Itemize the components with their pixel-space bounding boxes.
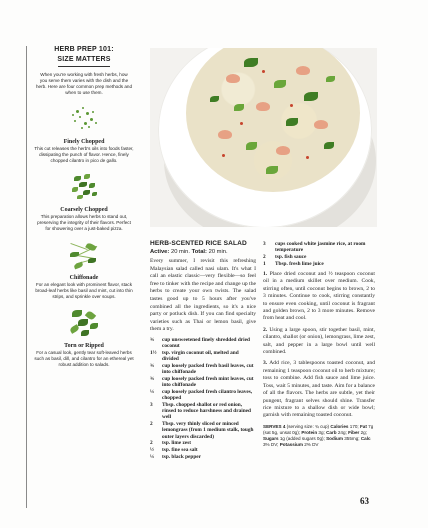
- nutrition-value: 7g (sat 5g, unsat 0g);: [263, 423, 374, 435]
- ingredient-qty: 3: [150, 401, 153, 408]
- active-label: Active:: [150, 249, 170, 255]
- sidebar-title-line1: HERB PREP 101:: [54, 46, 114, 53]
- sidebar-title-line2: SIZE MATTERS: [57, 56, 111, 63]
- nutrition-value: 170;: [349, 423, 359, 429]
- herb-name: Chiffonade: [69, 275, 99, 281]
- ingredient-qty: 2: [150, 421, 153, 428]
- step-number: 3.: [263, 360, 268, 367]
- ingredient-text: Tbsp. very thinly sliced or minced lemongrass (from 1 medium stalk, tough outer layers discarded): [162, 421, 254, 440]
- step-text: Add rice, 3 tablespoons toasted coconut, and remaining 1 teaspoon coconut oil to herb mixture; toss to combine. Add fish sauce and lime juice. Toss, wait 5 minutes, and taste. Aim for a balance of all the flavors. The herbs are subtle, yet their pungent, fragrant selves should shine. Transfer rice mixture to a shallow dish or wide bowl; garnish with remaining toasted coconut.: [263, 360, 376, 419]
- ingredient-text: cup loosely packed fresh basil leaves, cut into chiffonade: [162, 362, 254, 376]
- sidebar-intro: When you're working with fresh herbs, how you serve them varies with the dish and the herb. Here are four common prep methods and when to use them.: [36, 72, 133, 95]
- ingredient: [150, 389, 256, 401]
- ingredient-qty: ¼: [150, 388, 154, 395]
- herb-prep-sidebar: [30, 44, 138, 368]
- step-number: 2.: [263, 326, 268, 333]
- ingredient-text: cup loosely packed fresh mint leaves, cut into chiffonade: [162, 375, 254, 389]
- herb-coarsely-chopped: [30, 168, 138, 232]
- ingredient: [150, 440, 256, 446]
- nutrition-key: Calories: [330, 423, 349, 429]
- page-number: 63: [360, 496, 369, 506]
- step-text: Place dried coconut and ½ teaspoon coconut oil in a medium skillet over medium. Cook, stirring often, until coconut begins to brown, 2 to 3 minutes. Continue to cook, stirring constantly to ensure even cooking, until coconut is fragrant and golden brown, 2 to 3 more minutes. Remove from heat and cool.: [263, 271, 375, 322]
- nutrition-value: 3g;: [318, 429, 325, 435]
- ingredient-text: tsp. fish sauce: [275, 254, 307, 260]
- ingredient: [150, 402, 256, 421]
- nutrition-value: 3% DV;: [263, 441, 279, 447]
- herb-description: For an elegant look with prominent flavor, stack broad-leaf herbs like basil and mint, cut into thin strips, and sprinkle over soups.: [35, 282, 133, 299]
- ingredient-qty: ¾: [150, 375, 154, 382]
- ingredient-text: cup loosely packed fresh cilantro leaves, chopped: [162, 388, 253, 402]
- ingredient-qty: 1½: [150, 349, 157, 356]
- nutrition-value: 355mg;: [344, 435, 360, 441]
- ingredient-qty: ¼: [150, 453, 154, 460]
- coarsely-chopped-herb-image: [64, 168, 104, 204]
- ingredient: [150, 363, 256, 375]
- nutrition-value: 2% DV: [304, 441, 319, 447]
- herb-chiffonade: [30, 236, 138, 300]
- step-text: Using a large spoon, stir together basil, mint, cilantro, shallot (or onion), lemongrass, lime zest, salt, and pepper in a large bowl until well combined.: [263, 326, 375, 356]
- sidebar-title-rule: [58, 66, 110, 67]
- herb-description: This preparation allows herbs to stand out, preserving the integrity of their flavors. Perfect for showering over a just-baked pizza.: [37, 214, 131, 231]
- ingredient-text: tsp. virgin coconut oil, melted and divided: [162, 349, 239, 363]
- ingredient-list: [150, 337, 256, 460]
- ingredient-text: Tbsp. fresh lime juice: [275, 260, 324, 267]
- ingredient: [150, 447, 256, 453]
- ingredient: [150, 376, 256, 388]
- herb-name: Coarsely Chopped: [60, 207, 108, 213]
- rice-salad: [186, 48, 360, 192]
- serves-label: SERVES 4: [263, 423, 286, 429]
- ingredient-text: tsp. lime zest: [162, 440, 191, 447]
- torn-herb-image: [64, 304, 104, 340]
- ingredient-qty: 2: [263, 254, 266, 260]
- ingredient: [150, 454, 256, 460]
- nutrition-key: Fiber: [348, 429, 360, 435]
- herb-name: Torn or Ripped: [64, 343, 104, 349]
- nutrition-key: Potassium: [279, 441, 303, 447]
- herb-torn-or-ripped: [30, 304, 138, 368]
- recipe-step: [263, 327, 375, 357]
- total-label: Total:: [191, 249, 207, 255]
- nutrition-info: [263, 424, 375, 448]
- ingredient: [150, 350, 256, 362]
- nutrition-key: Sodium: [326, 435, 343, 441]
- ingredient-qty: 1: [263, 260, 266, 267]
- recipe-column-right: [263, 241, 375, 448]
- ingredient-qty: 3: [263, 241, 266, 247]
- recipe-title: HERB-SCENTED RICE SALAD: [150, 240, 247, 247]
- recipe-step: [263, 271, 375, 323]
- ingredient-text: cup unsweetened finely shredded dried coconut: [162, 336, 250, 350]
- ingredient-qty: ¾: [150, 336, 154, 343]
- recipe-intro: Every summer, I revisit this refreshing Malaysian salad called nasi ulam. It's what I call an elastic classic—very flexible—so feel free to tinker with the recipe and change up the herbs to create your own twists. The salad tastes good up to 5 hours after you've combined all the ingredients, so it's a nice party or potluck dish. If you can find specialty varieties such as Thai or lemon basil, give them a try.: [150, 258, 256, 333]
- nutrition-key: Calc: [360, 435, 371, 441]
- ingredient-text: Tbsp. chopped shallot or red onion, rinsed to reduce harshness and drained well: [162, 401, 251, 421]
- ingredient: [150, 337, 256, 349]
- nutrition-key: Protein: [301, 429, 318, 435]
- ingredient-text: tsp. black pepper: [162, 453, 201, 460]
- nutrition-value: 24g;: [337, 429, 347, 435]
- nutrition-value: 2g;: [360, 429, 367, 435]
- recipe-column-left: [150, 240, 256, 461]
- recipe-times: [150, 248, 256, 256]
- active-value: 20 min.: [170, 249, 190, 255]
- rice-salad-photo: [150, 48, 377, 227]
- finely-chopped-herb-image: [64, 100, 104, 136]
- herb-description: For a casual look, gently tear soft-leaved herbs such as basil, dill, and cilantro for an ethereal yet robust addition to salads.: [34, 350, 134, 367]
- ingredient-text: tsp. fine sea salt: [162, 447, 198, 454]
- ingredient-qty: 2: [150, 440, 153, 447]
- ingredient: [263, 254, 375, 260]
- herb-name: Finely Chopped: [63, 139, 105, 145]
- nutrition-value: 1g (added sugars 0g);: [279, 435, 325, 441]
- serving-size: (serving size: ¾ cup): [286, 423, 330, 429]
- ingredient-text: cups cooked white jasmine rice, at room temperature: [275, 241, 366, 254]
- ingredient-qty: ¾: [150, 362, 154, 369]
- recipe-step: [263, 360, 375, 419]
- total-value: 20 min.: [208, 249, 228, 255]
- ingredient: [150, 421, 256, 440]
- nutrition-key: Fat: [360, 423, 367, 429]
- nutrition-key: Carb: [326, 429, 337, 435]
- herb-description: This cut releases the herb's oils into foods faster, dissipating the punch of flavor. Hence, finely chopped cilantro in pico de gallo.: [34, 146, 134, 163]
- ingredient-qty: ½: [150, 447, 154, 454]
- sidebar-rule: [26, 46, 27, 508]
- chiffonade-herb-image: [64, 236, 104, 272]
- step-number: 1.: [263, 271, 268, 277]
- herb-finely-chopped: [30, 100, 138, 164]
- ingredient: [263, 241, 375, 253]
- ingredient: [263, 261, 375, 267]
- nutrition-key: Sugars: [263, 435, 279, 441]
